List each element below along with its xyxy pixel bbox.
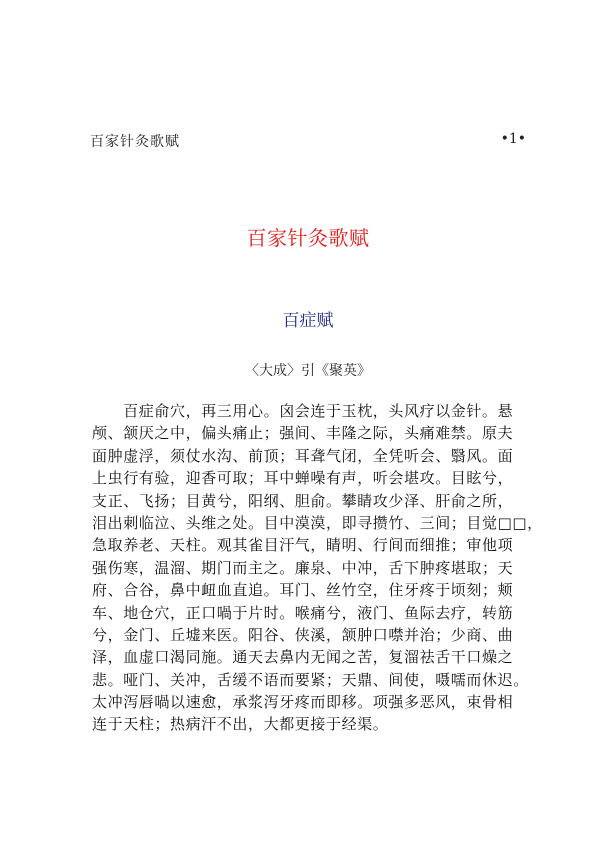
body-line: 悲。哑门、关冲，舌缓不语而要紧；天鼎、间使，嗫嚅而休迟。	[92, 670, 529, 689]
body-line: 支正、飞扬；目黄兮，阳纲、胆俞。攀睛攻少泽、肝俞之所，	[92, 491, 514, 510]
body-line: 府、合谷，鼻中衄血直追。耳门、丝竹空，住牙疼于顷刻；颊	[92, 581, 514, 600]
body-line: 泪出刺临泣、头维之处。目中漠漠，即寻攒竹、三间；目觉□□，	[92, 513, 543, 532]
book-title: 百家针灸歌赋	[246, 226, 370, 250]
body-line: 上虫行有验，迎香可取；耳中蝉噪有声，听会堪攻。目眩兮，	[92, 469, 514, 488]
body-line: 兮，金门、丘墟来医。阳谷、侠溪，颔肿口噤并治；少商、曲	[92, 625, 514, 644]
body-line: 急取养老、天柱。观其雀目汗气，睛明、行间而细推；审他项	[92, 536, 514, 555]
body-line: 面肿虚浮，须仗水沟、前顶；耳聋气闭，全凭听会、翳风。面	[92, 446, 514, 465]
page-number: •1•	[500, 131, 526, 147]
body-line: 泽，血虚口渴同施。通天去鼻内无闻之苦，复溜祛舌干口燥之	[92, 648, 514, 667]
running-header	[90, 131, 526, 151]
body-line: 百症俞穴，再三用心。囟会连于玉枕，头风疗以金针。悬	[92, 402, 514, 420]
body-line: 车、地仓穴，正口喎于片时。喉痛兮，液门、鱼际去疗，转筋	[92, 603, 514, 622]
body-line: 颅、颔厌之中，偏头痛止；强间、丰隆之际，头痛难禁。原夫	[92, 424, 514, 443]
section-title: 百症赋	[282, 311, 334, 331]
body-line: 太冲泻唇喎以速愈，承浆泻牙疼而即移。项强多恶风，束骨相	[92, 693, 514, 712]
body-line: 连于天柱；热病汗不出，大都更接于经渠。	[92, 715, 389, 734]
source-attribution: 〈大成〉引《聚英》	[245, 363, 371, 379]
body-line: 强伤寒，温溜、期门而主之。廉泉、中冲，舌下肿疼堪取；天	[92, 558, 514, 577]
body-text	[92, 400, 543, 736]
running-header-title: 百家针灸歌赋	[90, 134, 180, 150]
